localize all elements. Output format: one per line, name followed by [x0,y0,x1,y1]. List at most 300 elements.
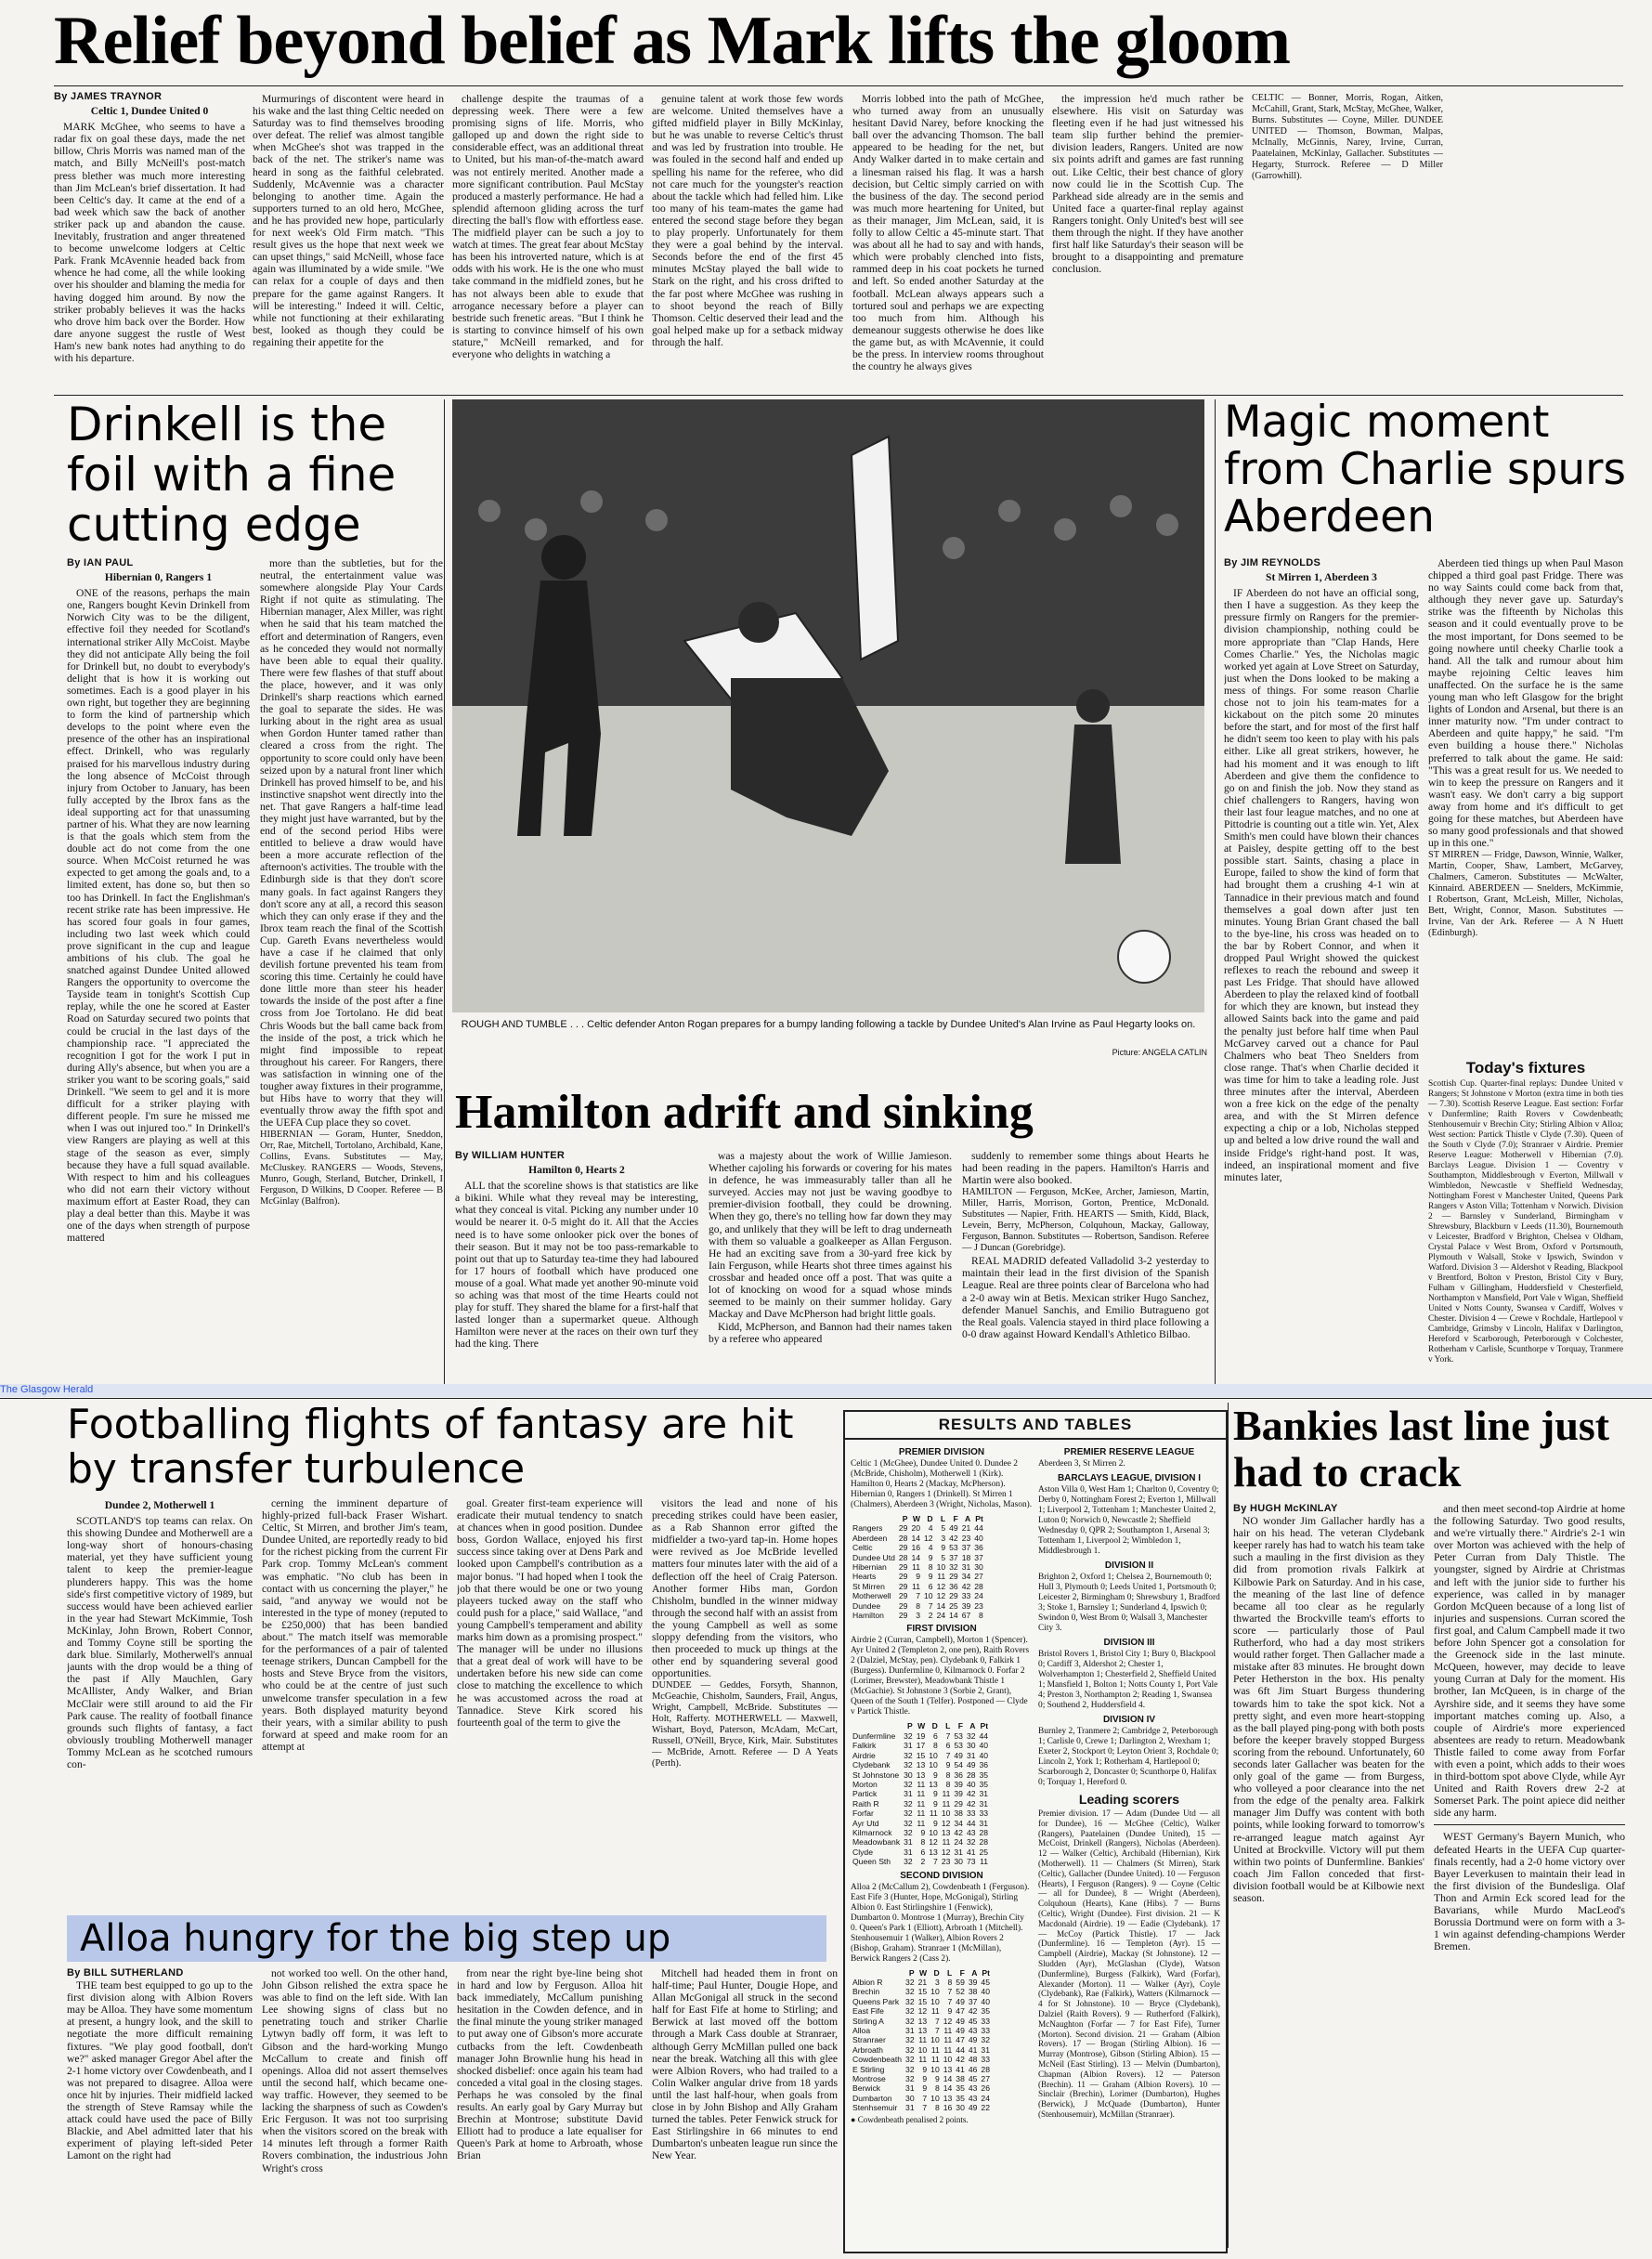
table-row [851,1848,990,1857]
table-cell: 31 [905,2083,915,2094]
table-cell: Forfar [852,1809,874,1819]
table-cell: 4 [928,1523,933,1534]
table-cell: 11 [942,1789,951,1799]
table-cell: 8 [916,1600,920,1611]
story5-headline: Footballing flights of fantasy are hit by transfer turbulence [67,1401,794,1493]
table-cell: 2 [920,1857,926,1867]
table-cell: Stranraer [852,2035,886,2045]
table-cell: 7 [928,1600,933,1611]
table-cell: 38 [956,2074,965,2084]
table-cell: 9 [934,2074,940,2084]
table-header-cell: P [908,1967,915,1978]
table-cell: 45 [981,1977,990,1987]
table-cell: 11 [929,1809,938,1819]
table-cell: Montrose [852,2074,886,2084]
table-cell: 42 [966,1789,976,1799]
table-cell: 14 [949,1611,958,1621]
table-cell: 3 [941,1533,946,1543]
table-cell: 33 [961,1591,971,1601]
story1-body-col3: challenge despite the traumas of a depressing week. There were a few promising signs of life. Morris, who galloped up and down the right side to considerable effect, was an additional threat to United, but his man-of-the-match award was not entirely merited. Another made a more significant contribution. Paul McStay produced a masterly performance. He had a splendid afternoon gliding across the turf directing the ball's flow with effortless ease. The midfield player can be such a joy to watch at times. The great fear about McStay has been his introverted nature, which is at odds with his work. He is the one who must take command in the midfield zones, but he has not always been able to exude that arrogance necessary before a player can bestride such frenetic areas. "But I think he is starting to convince himself of his own stature," McNeill remarked, and for everyone who delights in watching a [452,93,644,360]
table-cell: 8 [934,2103,940,2113]
story1-body-col2: Murmurings of discontent were heard in his wake and the last thing Celtic needed on Saturday was to find themselves brooding over defeat. The relief was almost tangible when McGhee's shot was trapped in the back of the net. The striker's name was heard in song as the faithful celebrated. Suddenly, McAvennie was a character belonging to another time. Again the supporters turned to an old hero, McGhee, and he has provided new hope, particularly for next week's Old Firm match. "This result gives us the hope that next week we can upset things," said McNeill, whose face again was illuminated by a wide smile. "We can relax for a couple of days and then prepare for the game against Rangers. It will be interesting." Indeed it will. Celtic, while not functioning at their exhilarating best, looked as though they could be regaining their appetite for the [253,93,444,348]
table-cell: 9 [947,2006,953,2017]
story5-col2 [262,1497,448,1911]
story4-body-col2: was a majesty about the work of Willie Jamieson. Whether cajoling his forwards or covering for his mates in defence, he was immeasurably taller than all he surveyed. Accies may not just be waving goodbye to premier-division football, they could be drowning. When they go, there's no telling how far down they may go, and unlikely that they will be left to drag underneath with them so valuable a goalkeeper as Allan Ferguson. He had an exciting save from a 30-yard free kick by Iain Ferguson, while Hearts shot three times against his crossbar and headed once off a post. That was quite a lot of knocking on wood for a squad whose minds seemed to be mainly on their summer holiday. Gary Mackay and Dave McPherson had bright little goals. [709,1150,952,1321]
table-header-cell: Pt [975,1514,983,1523]
table-row [851,2045,992,2055]
table-cell: 8 [945,1779,951,1789]
table-cell: 9 [941,1543,946,1553]
story1-col1 [54,91,245,390]
table-cell: 29 [898,1562,908,1573]
table-cell: 9 [922,2083,928,2094]
table-cell: 73 [966,1857,976,1867]
table-cell: 24 [954,1837,963,1848]
table-cell: 22 [981,2103,990,2113]
story3-body-col1: IF Aberdeen do not have an official song, then I have a suggestion. As they keep the pressure firmly on Rangers for the premier-division championship, nothing could be more appropriate than "Clap Hands, Here Comes Charlie." Yes, the Nicholas magic worked yet again at Love Street on Saturday, just when the Dons looked to be making a mess of things. For some reason Charlie chose not to join his team-mates for a kickabout on the pitch some 20 minutes before the start, and for most of the first half he didn't seem too keen to play with his pals either. Like all great strikers, however, he had his moment and it was enough to lift Aberdeen and give them the confidence to go on and finish the job. Now they stand as chief challengers to Rangers, having won their last four league matches, and no one at Pittodrie is counting out a title win. Yet, Alex Smith's men could have blown their chances at Paisley, despite getting off to the best possible start. Saints, chasing a place in Europe, failed to show the kind of form that had brought them a crushing 4-1 win at Tannadice in their previous match and found themselves a goal down after just ten minutes. Young Brian Grant chased the ball to the bye-line, his cross was headed on to the bar by Robert Connor, and when it dropped Paul Wright showed the quickest reflexes to reach the rebound and sweep it past Les Fridge. That should have allowed Aberdeen to play the relaxed kind of football for which they are known, but instead they allowed Saints back into the game and paid the penalty just before half time when Paul McGarvey carved out a chance for Paul Chalmers who beat Theo Snelders from close range. That's when Charlie decided it was time for him to take a leading role. Just three minutes after the interval, Aberdeen won a free kick on the edge of the penalty area, and with the St Mirren defence expecting a chip or a lob, Nicholas stepped up and belted a low drive round the wall and inside Fridge's right-hand post. It was, indeed, an inspirational moment and five minutes later, [1224,587,1419,1183]
table-cell: 29 [949,1572,958,1582]
table-cell: 25 [979,1847,989,1857]
table-cell: 32 [904,1809,913,1819]
table-cell: 32 [905,2055,915,2065]
story1-body-col6: the impression he'd much rather be elsewhere. His visit on Saturday was fleeting even if he had just witnessed his team slip further behind the premier-division leaders, Rangers. United are now six points adrift and games are fast running out. Like Celtic, their best chance of glory now could lie in the Scottish Cup. The Parkhead side already are in the semis and United face a quarter-final replay against Rangers tonight. Only United's best will see them through the night. If they have another first half like Saturday's their season will be brought to a disappointing and premature conclusion. [1052,93,1243,276]
story4-body-col2b: Kidd, McPherson, and Bannon had their names taken by a referee who appeared [709,1321,952,1346]
table-cell: 42 [949,1533,958,1543]
table-cell: 3 [934,1977,940,1987]
table-cell: East Fife [852,2006,884,2017]
table-cell: 11 [942,1798,951,1809]
table-cell: 5 [941,1552,946,1562]
match-photo [452,399,1204,1012]
table-cell: 11 [930,2006,940,2017]
table-cell: 12 [924,1533,933,1543]
table-cell: 46 [968,2064,978,2074]
story3-score: St Mirren 1, Aberdeen 3 [1266,571,1377,584]
table-cell: 7 [922,2093,928,2103]
table-row [851,2074,992,2083]
story2-teams: HIBERNIAN — Goram, Hunter, Sneddon, Orr, Rae, Mitchell, Tortolano, Archibald, Kane, Collins, Evans. Substitutes — May, McCluskey. RANGERS — Woods, Stevens, Munro, Gough, Sterland, Butcher, Drinkell, I Ferguson, D Wilkins, D Cooper. Referee — B McGinlay (Balfron). [260,1130,443,1208]
table-cell: 30 [954,1857,963,1867]
rule-top [54,85,1623,86]
table-cell: 28 [966,1769,976,1780]
table-cell: Hamilton [852,1611,884,1621]
story5-col4 [652,1497,838,1911]
table-cell: 14 [936,1600,946,1611]
table-cell: 31 [966,1750,976,1760]
table-row [851,1543,985,1552]
table-header-cell: F [957,1721,963,1731]
table-cell: 8 [933,1741,938,1751]
reserve-results: Aberdeen 3, St Mirren 2. [1038,1459,1125,1469]
table-row [851,2006,992,2016]
table-cell: Airdrie [852,1750,876,1760]
table-cell: 7 [945,1730,951,1741]
table-cell: 8 [920,1837,926,1848]
table-row [851,2083,992,2093]
table-cell: 7 [947,1996,953,2006]
table-cell: St Johnstone [852,1769,900,1780]
table-cell: 36 [979,1760,989,1770]
table-cell: Brechin [852,1987,880,1997]
table-header-cell: F [953,1514,958,1523]
div2-results: Brighton 2, Oxford 1; Chelsea 2, Bournemouth 0; Hull 3, Plymouth 0; Leeds United 1, Portsmouth 0; Leicester 2, Birmingham 0; Shrewsbury 1, Bradford 3; Stoke 1, Barnsley 1; Sunderland 4, Ipswich 0; Swindon 0, West Brom 0; Walsall 3, Manchester City 3. [1038,1573,1220,1633]
story6-body-col1: THE team best equipped to go up to the first division along with Albion Rovers may be Alloa. They have some momentum at present, a hungry look, and the skill to negotiate the more difficult remaining fixtures. "We play good football, don't we?" asked manager Gregor Abel after the 2-1 home victory over Cowdenbeath, and I was not prepared to disagree. Alloa were once hit by injuries. Their midfield lacked the strength of Steve Ramsay while the attack could have used the pace of Billy Blackie, and Abel admitted later that his experiment of playing left-sided Peter Lamont on the right had [67,1979,253,2162]
table-cell: 6 [933,1730,938,1741]
table-cell: 32 [905,1987,915,1997]
table-cell: 31 [954,1847,963,1857]
story3-col2 [1428,557,1623,1050]
div3-results: Bristol Rovers 1, Bristol City 1; Bury 0, Blackpool 0; Cardiff 3, Aldershot 2; Chester 1, Wolverhampton 1; Chesterfield 2, Sheffield United 1; Mansfield 1, Bolton 1; Notts County 1, Port Vale 4; Preston 3, Northampton 2; Reading 1, Swansea 0; Southend 2, Huddersfield 4. [1038,1650,1218,1710]
table-cell: 28 [981,2064,990,2074]
story7-col1 [1233,1503,1424,2255]
second-division-head: SECOND DIVISION [900,1870,983,1881]
table-cell: 13 [943,2093,953,2103]
premier-results: Celtic 1 (McGhee), Dundee United 0. Dundee 2 (McBride, Chisholm), Motherwell 1 (Kirk). Hamilton 0, Hearts 2 (Mackay, McPherson). Hibernian 0, Rangers 1 (Drinkell). St Mirren 1 (Chalmers), Aberdeen 3 (Wright, Nicholas, Mason). [851,1459,1033,1509]
table-header-cell: L [947,1967,953,1978]
table-cell: 15 [917,1987,928,1997]
table-cell: 11 [917,1809,926,1819]
story1-col5 [852,93,1044,390]
div4-results: Burnley 2, Tranmere 2; Cambridge 2, Peterborough 1; Carlisle 0, Crewe 1; Darlington 2, Wrexham 1; Exeter 2, Stockport 0; Leyton Orient 3, Rochdale 0; Lincoln 2, York 1; Rotherham 4, Hartlepool 0; Scarborough 2, Doncaster 0; Scunthorpe 0, Halifax 0; Torquay 1, Hereford 0. [1038,1727,1219,1787]
table-header-cell: W [912,1514,920,1523]
table-header-cell: L [940,1514,946,1523]
table-cell: 53 [954,1730,963,1741]
table-cell: 37 [961,1543,971,1553]
table-cell: 32 [905,1977,915,1987]
first-table [851,1721,990,1866]
photo-credit: Picture: ANGELA CATLIN [1112,1048,1207,1057]
table-cell: 7 [947,1987,953,1997]
story3-byline: By JIM REYNOLDS [1224,557,1321,568]
table-cell: 10 [924,1591,933,1601]
table-cell: 36 [954,1769,963,1780]
story1-col2 [253,93,444,390]
table-cell: 11 [943,2026,953,2035]
table-cell: 29 [954,1798,963,1809]
table-cell: 11 [917,1779,926,1789]
masthead-banner: The Glasgow Herald [0,1384,94,1395]
table-cell: 33 [979,1809,989,1819]
table-cell: 13 [943,2064,953,2074]
table-cell: 31 [904,1741,913,1751]
table-cell: 31 [904,1837,913,1848]
table-cell: 27 [981,2074,990,2084]
table-cell: Albion R [852,1977,883,1987]
table-cell: 30 [974,1562,983,1573]
story7-bayern: WEST Germany's Bayern Munich, who defeated Hearts in the UEFA Cup quarter-finals recently, had a 2-0 home victory over Bayer Leverkusen to maintain their lead in the first division of the Bundesliga. Olaf Thon and Armin Eck scored lead for the Bavarians, while Murdo MacLeod's Borussia Dortmund were on form with a 3-1 win against defending-champions Werder Bremen. [1434,1831,1625,1953]
table-cell: 29 [949,1591,958,1601]
table-cell: 49 [968,2103,978,2113]
table-cell: 53 [954,1741,963,1751]
story4-byline: By WILLIAM HUNTER [455,1150,566,1161]
table-cell: 49 [968,2035,978,2045]
table-cell: 32 [905,1996,915,2006]
table-cell: 47 [956,2006,965,2017]
second-table-header [851,1968,992,1978]
table-cell: 32 [904,1798,913,1809]
table-cell: 11 [943,2035,953,2045]
table-cell: 10 [929,1760,938,1770]
rule-vertical-bottom-right [1228,1403,1229,2248]
table-cell: 15 [916,1750,926,1760]
table-header-cell: W [919,1967,928,1978]
fixtures-text: Scottish Cup. Quarter-final replays: Dundee United v Rangers; St Johnstone v Morton (extra time in both ties — 7.30). Scottish Reserve League. East section: Forfar v Dunfermline; Raith Rovers v Cowdenbeath; Stenhousemuir v Brechin City; Stirling Albion v Alloa; West section: Partick Thistle v Clyde (7.30). Queen of the South v Clyde (7.0); Stranraer v Airdrie. Premier Reserve League: Motherwell v Hibernian (7.0). Barclays League. Division 1 — Coventry v Southampton, Middlesbrough v Everton, Millwall v Wimbledon, Newcastle v Sheffield Wednesday, Nottingham Forest v Manchester United, Queens Park Rangers v Aston Villa; Tottenham v Norwich. Division 2 — Barnsley v Sunderland, Birmingham v Shrewsbury, Blackburn v Leeds (11.30), Bournemouth v Leicester, Bradford v Brighton, Chelsea v Oldham, Crystal Palace v West Brom, Oxford v Portsmouth, Plymouth v Walsall, Stoke v Ipswich, Swindon v Watford. Division 3 — Aldershot v Reading, Blackpool v Brentford, Bolton v Preston, Bristol City v Bury, Fulham v Gillingham, Huddersfield v Chesterfield, Northampton v Mansfield, Port Vale v Wigan, Sheffield United v Notts County, Swansea v Cardiff, Wolves v Chester. Division 4 — Crewe v Rochdale, Hartlepool v Cambridge, Grimsby v Lincoln, Halifax v Darlington, Hereford v Scarborough, Peterborough v Colchester, Rotherham v Carlisle, Scunthorpe v Torquay, Tranmere v York. [1428,1079,1623,1365]
table-cell: 40 [979,1750,989,1760]
second-table [851,1968,992,2113]
table-cell: Clyde [852,1847,873,1857]
table-cell: 32 [904,1779,913,1789]
table-cell: 24 [936,1611,946,1621]
table-cell: 23 [961,1533,971,1543]
table-row [851,1553,985,1562]
table-cell: 28 [979,1827,989,1837]
table-cell: 28 [898,1552,908,1562]
table-cell: 6 [945,1741,951,1751]
table-row [851,1534,985,1543]
first-division-head: FIRST DIVISION [906,1624,977,1635]
table-cell: 32 [905,2044,915,2055]
table-cell: 17 [916,1741,926,1751]
table-cell: Cowdenbeath [852,2055,903,2065]
table-cell: 29 [898,1611,908,1621]
table-cell: 49 [966,1760,976,1770]
table-header-cell: D [933,1967,940,1978]
table-cell: 42 [954,1827,963,1837]
table-cell: 33 [966,1809,976,1819]
table-cell: 8 [945,1769,951,1780]
table-cell: 8 [928,1562,933,1573]
table-row [851,2065,992,2074]
rule-bayern [1434,1824,1625,1825]
table-cell: 44 [979,1730,989,1741]
story7-headline: Bankies last line just had to crack [1233,1402,1610,1495]
story4-col2 [709,1150,952,1382]
table-cell: 11 [942,1837,951,1848]
table-cell: 10 [930,2064,940,2074]
table-cell: 12 [936,1581,946,1591]
div4-head: DIVISION IV [1102,1715,1156,1725]
table-cell: 41 [968,2044,978,2055]
table-cell: 11 [912,1581,920,1591]
table-cell: Motherwell [852,1591,891,1601]
table-cell: Celtic [852,1543,873,1553]
table-row [851,1760,990,1769]
story3-headline: Magic moment from Charlie spurs Aberdeen [1224,397,1626,542]
rule-vertical-right [1215,399,1216,1384]
table-cell: 49 [949,1523,958,1534]
table-row [851,1819,990,1828]
table-cell: 45 [968,2016,978,2026]
table-cell: 33 [981,2016,990,2026]
photo-caption [452,1018,1204,1031]
table-row [851,1809,990,1818]
table-cell: 32 [905,2006,915,2017]
table-cell: 21 [961,1523,971,1534]
table-cell: 31 [979,1798,989,1809]
table-cell: 43 [968,2093,978,2103]
table-cell: 37 [949,1552,958,1562]
table-cell: 13 [916,1769,926,1780]
story1-col7 [1252,93,1443,390]
table-cell: 33 [981,2055,990,2065]
table-cell: 11 [918,2055,928,2065]
table-cell: 10 [930,2035,940,2045]
table-header-cell: Pt [982,1967,990,1978]
story2-score: Hibernian 0, Rangers 1 [104,571,213,584]
table-cell: 42 [961,1581,971,1591]
results-title: RESULTS AND TABLES [845,1412,1226,1440]
table-header-cell: F [959,1967,965,1978]
story2-body-col1: ONE of the reasons, perhaps the main one, Rangers bought Kevin Drinkell from Norwich City was to be the diligent, effective foil they needed for Scotland's international striker Ally McCoist. Maybe they did not anticipate Ally being the foil for Drinkell but, no doubt to everybody's delight that is how it is working out sometimes. Each is a good player in his own right, but together they are beginning to form the kind of partnership which develops to the point where even the presence of the other has an inspirational effect. Drinkell, who was regularly praised for his marvellous industry during the long absence of McCoist through injury from October to January, has been fully accepted by the Ibrox fans as the ideal supporting act for that unassuming partner of his. What they are now learning is that the goals which stem from the double act do not come from the one source. When McCoist returned he was expected to get among the goals and, to a limited extent, has done so, but then so too has Drinkell. In fact the Englishman's recent strike rate has been impressive. He has scored four goals in four games, including two last week which could prove significant in the cup and league ambitions of his club. The goal he snatched against Dundee United allowed Rangers the opportunity to overcome the Tayside team in tonight's Scottish Cup replay, while the one he scored at Easter Road on Saturday secured two points that could be crucial in the last days of the championship race. "I appreciated the recognition I got for the work I put in during Ally's absence, but when you are a striker you want to be scoring goals," said Drinkell. "We seem to gel and it is more difficult for a striker playing with different people. I'm sure he missed me when I was out injured too." In Drinkell's view Rangers are playing as well at this stage of the season as ever, simply because they have a full squad available. With respect to him and his colleagues who did not earn their victory without maximum effort at Easter Road, they can play a deal better than this. Maybe it was one of the days when strength of purpose mattered [67,587,250,1245]
table-row [851,1562,985,1572]
table-cell: 40 [981,1996,990,2006]
table-cell: 33 [981,2026,990,2035]
table-cell: 10 [929,1750,938,1760]
table-cell: 8 [979,1611,983,1621]
story5-body-col2: cerning the imminent departure of highly-prized full-back Fraser Wishart. Celtic, St Mirren, and brother Jim's team, Dundee United, are reportedly ready to bid for the richest picking from the current Fir Park crop. Tommy McLean's comment was emphatic. "No club has been in contact with us concerning the player," he said, "and anyway we would not be interested in the type of money (reputed to be £250,000) that has been bandied about." The match itself was memorable for the performances of a pair of talented teenage strikers, Duncan Campbell for the hosts and Steve Bryce from the visitors, who could be at the centre of just such unwelcome transfer speculation in a few years. Both displayed maturity beyond their years, with a similar ability to push forward at speed and make room for an attempt at [262,1497,448,1753]
table-cell: 11 [917,1818,926,1828]
second-results: Alloa 2 (McCallum 2), Cowdenbeath 1 (Ferguson). East Fife 3 (Hunter, Hope, McGonigal), Stirling Albion 0. East Stirlingshire 1 (Fenwick), Dumbarton 0. Montrose 1 (Murray), Brechin City 0. Queen's Park 1 (Elliott), Arbroath 1 (Mitchell). Stenhousemuir 1 (Walker), Albion Rovers 2 (Bishop, Graham). Stranraer 1 (McMillan), Berwick Rangers 2 (Cass 2). [851,1882,1030,1964]
table-cell: 15 [917,1996,928,2006]
table-cell: 11 [943,2044,953,2055]
table-cell: 9 [916,1572,920,1582]
table-cell: 30 [956,2103,965,2113]
rule-vertical-left [444,399,445,1384]
table-cell: 36 [949,1581,958,1591]
table-cell: 47 [956,2035,965,2045]
table-cell: 7 [916,1591,920,1601]
story5-col3 [457,1497,643,1911]
story5-body-col1: SCOTLAND'S top teams can relax. On this showing Dundee and Motherwell are a long-way short of honours-chasing material, yet they have sufficient young talent to keep the premier-league plunderers happy. This was the home side's first competitive victory of 1989, but success would have been achieved earlier in the year had Stewart McKimmie, Tosh McKinlay, John Brown, Robert Connor, and Tommy Coyne still be sporting the dark blue. Similarly, Motherwell's annual jaunts with the drop would be a thing of the past if Ally Mauchlen, Gary McAllister, Andy Walker, and Brian McClair were still around to aid the Fir Park cause. The reality of football finance grounds such flights of fantasy, a fact obviously troubling Motherwell manager Tommy McLean as he scotched rumours con- [67,1515,253,1770]
table-cell: 24 [974,1591,983,1601]
table-row [851,1582,985,1591]
table-cell: 11 [912,1562,920,1573]
results-box [843,1410,1228,2253]
story5-teams: DUNDEE — Geddes, Forsyth, Shannon, McGeachie, Chisholm, Saunders, Frail, Angus, Wright, Campbell, McBride. Substitutes — Holt, Rafferty. MOTHERWELL — Maxwell, Wishart, Boyd, Paterson, McAdam, McCart, Russell, O'Neill, Bryce, Kirk, Mair. Substitutes — McBride, Arnott. Referee — D A Yeats (Perth). [652,1680,838,1769]
table-row [851,2103,992,2112]
story7-col2 [1434,1503,1625,2255]
table-cell: 6 [920,1847,926,1857]
table-cell: 3 [916,1611,920,1621]
table-cell: 13 [916,1760,926,1770]
table-cell: 14 [943,2074,953,2084]
table-cell: 44 [966,1818,976,1828]
story7-body-col2: and then meet second-top Airdrie at home the following Saturday. Two good results, and we're virtually there." Airdrie's 2-1 win over Morton was achieved with the help of Peter Curran from Daly Thistle. The youngster, signed by Airdrie at Christmas and left with the junior side to further his experience, was called in by manager Gordon McQueen because of a long list of injuries and suspensions. Curran scored the first goal, and Calum Campbell made it two before John Spencer got a consolation for the Greenock side in the last minute. McQueen, however, may decide to leave young Curran at Daly for the moment. His brother, Ian McQueen, is in charge of the Ayrshire side, and it seems they have some important matches coming up. Also, a couple of Airdrie's more experienced absentees are ready to return. Meadowbank Thistle failed to come away from Forfar with even a point, which adds to their woes in third-bottom spot above Clyde, while Ayr United and Raith Rovers drew 2-2 at Somerset Park. The point apiece did neither side any harm. [1434,1503,1625,1820]
div3-head: DIVISION III [1103,1638,1155,1648]
table-row [851,1780,990,1789]
table-cell: Hearts [852,1572,877,1582]
table-cell: 10 [936,1562,946,1573]
table-cell: Dumbarton [852,2093,892,2103]
table-cell: 31 [979,1789,989,1799]
story6-col3 [457,1967,643,2257]
table-cell: 10 [941,1809,951,1819]
story6-body-col4: Mitchell had headed them in front on half-time; Paul Hunter, Dougie Hope, and Allan McGonigal all struck in the second half for East Fife at home to Stirling; and Berwick at last moved off the bottom through a Mark Cass double at Stranraer, although Gerry McMillan pulled one back near the break. Watching all this with glee were Albion Rovers, who had trailed to a Colin Walker angular drive from 18 yards until the last half-hour, when goals from close in by John Bishop and Ally Graham turned the tables. Peter Fenwick struck for East Stirlingshire in 66 minutes to end Dumbarton's unbeaten league run since the New Year. [652,1967,838,2162]
table-cell: 11 [917,1798,926,1809]
table-cell: 13 [929,1847,938,1857]
story1-col4 [652,93,843,390]
table-cell: 9 [933,1789,938,1799]
table-cell: 52 [956,1987,965,1997]
table-row [851,1789,990,1798]
table-cell: 31 [961,1562,971,1573]
table-header-cell: A [971,1967,978,1978]
table-cell: 9 [933,1769,938,1780]
table-cell: Ayr Utd [852,1818,879,1828]
table-cell: 31 [904,1847,913,1857]
table-cell: 54 [954,1760,963,1770]
fixtures-title: Today's fixtures [1465,1059,1586,1077]
table-cell: 21 [917,1977,928,1987]
table-cell: 20 [911,1523,920,1534]
premier-table-header [851,1514,985,1523]
page-banner-band [0,1384,1652,1397]
table-cell: 7 [933,1857,938,1867]
table-cell: 32 [966,1730,976,1741]
table-cell: 9 [922,2064,928,2074]
table-cell: 2 [928,1611,933,1621]
table-header-cell: D [931,1721,938,1731]
table-cell: 25 [949,1600,958,1611]
table-header-cell [851,1968,904,1978]
table-cell: Dundee [852,1600,881,1611]
table-cell: 32 [905,2016,915,2026]
table-row [851,2094,992,2103]
table-cell: 53 [949,1543,958,1553]
table-cell: 16 [911,1543,920,1553]
table-cell: Raith R [852,1798,879,1809]
table-cell: 11 [930,2044,940,2055]
table-cell: 44 [956,2044,965,2055]
table-cell: 13 [917,2026,928,2035]
story4-col3 [962,1150,1209,1382]
story5-score: Dundee 2, Motherwell 1 [104,1499,215,1511]
table-cell: 14 [911,1552,920,1562]
table-row [851,1987,992,1996]
table-cell: 41 [966,1847,976,1857]
table-cell: 23 [974,1600,983,1611]
table-cell: 43 [966,1827,976,1837]
table-cell: 27 [974,1572,983,1582]
first-results: Airdrie 2 (Curran, Campbell), Morton 1 (Spencer). Ayr United 2 (Templeton 2, one pen), Raith Rovers 2 (Dalziel, McStay, pen). Clydebank 0, Falkirk 1 (Burgess). Dunfermline 0, Kilmarnock 0. Forfar 2 (Lorimer, Brewster), Meadowbank Thistle 1 (McGachie). St Johnstone 3 (Sorbie 2, Grant), Queen of the South 1 (Telfer). Postponed — Clyde v Partick Thistle. [851,1636,1030,1717]
table-cell: 4 [928,1543,933,1553]
table-cell: 12 [941,1847,951,1857]
table-row [851,1611,985,1620]
story5-body-col4: visitors the lead and none of his preceding strikes could have been easier, as a Rab Shannon error gifted the midfielder a two-yard tap-in. Home hopes were revived as Joe McBride levelled matters four minutes later with the aid of a deflection off the heel of Craig Paterson. Another former Hibs man, Gordon Chisholm, bundled in the winner midway through the second half with an assist from the young Campbell as well as some sloppy defending from the visitors, who then proceeded to muck up things at the other end by squandering several good opportunities. [652,1497,838,1680]
story5-col1 [67,1497,253,1911]
table-cell: 35 [979,1769,989,1780]
table-cell: 13 [941,1827,951,1837]
table-cell: 41 [956,2064,965,2074]
table-row [851,2035,992,2044]
story1-body-col1: MARK McGhee, who seems to have a radar fix on goal these days, made the net billow, Chris Morris was named man of the match, and Billy McNeill's post-match press blether was much more interesting than Jim McLean's brief dissertation. It had been Celtic's day. It came at the end of a bad week which saw the back of another striker pack up and abandon the cause. Inevitably, frustration and anger threatened to become unwelcome lodgers at Celtic Park. Frank McAvennie headed back from whence he had come, all the while looking over his shoulder and blaming the media for having dogged him around. By now the striker probably believes it was the hacks who drove him back over the Border. How dare anyone suggest the rustle of West Ham's new bank notes had anything to do with his departure. [54,121,245,364]
table-cell: 40 [979,1741,989,1751]
story3-teams: ST MIRREN — Fridge, Dawson, Winnie, Walker, Martin, Cooper, Shaw, Lambert, McGarvey, Chalmers, Cameron. Substitutes — McWalter, Kinnaird. ABERDEEN — Snelders, McKimmie, I Robertson, Grant, McLeish, Miller, Nicholas, Bett, Wright, Connor, Mason. Substitutes — Irvine, Van der Ark. Referee — A N Huett (Edinburgh). [1428,850,1623,939]
story3-col1 [1224,557,1419,1378]
table-cell: 35 [979,1779,989,1789]
table-cell: 32 [904,1857,913,1867]
story6-body-col3: from near the right bye-line being shot in hard and low by Ferguson. Alloa hit back immediately, McCallum punishing hesitation in the Cowden defence, and in the final minute the young striker managed to put away one of Gibson's more accurate cutbacks from the left. Cowdenbeath manager John Brownlie hung his head in shocked disbelief: once again his team had conceded a vital goal in the closing stages. Perhaps he was consoled by the final results. An early goal by Gary Murray but Brechin at Montrose; substitute David Elliott had to produce a late equaliser for Queen's Park at home to Arbroath, whose Brian [457,1967,643,2162]
table-cell: 7 [934,2016,940,2026]
story3-body-col2: Aberdeen tied things up when Paul Mason chipped a third goal past Fridge. There was no way Saints could come back from that, although they never gave up. Saturday's strike was the fifteenth by Nicholas this season and it could eventually prove to be the most important, for Dons seemed to be going nowhere until cheeky Charlie took a hand. All the talk and rumour about him maybe rejoining Celtic leaves him unaffected. On the surface he is the same young man who left Glasgow for the bright lights of London and Arsenal, but there is an inner maturity now. "I'm under contract to Aberdeen and quite happy," he said. "I'm even building a house there." Nicholas preferred to talk about the game. He said: "This was a great result for us. We needed to win to keep the pressure on Rangers and it wasn't easy. We don't carry a big support away from home and it's difficult to get going for these matches, but Aberdeen have so many good professionals and that showed up in this one." [1428,557,1623,850]
table-cell: 32 [904,1827,913,1837]
table-cell: 32 [981,2035,990,2045]
table-cell: 32 [904,1818,913,1828]
table-cell: 9 [933,1798,938,1809]
table-cell: 40 [981,1987,990,1997]
story6-col2 [262,1967,448,2257]
table-cell: 43 [968,2083,978,2094]
